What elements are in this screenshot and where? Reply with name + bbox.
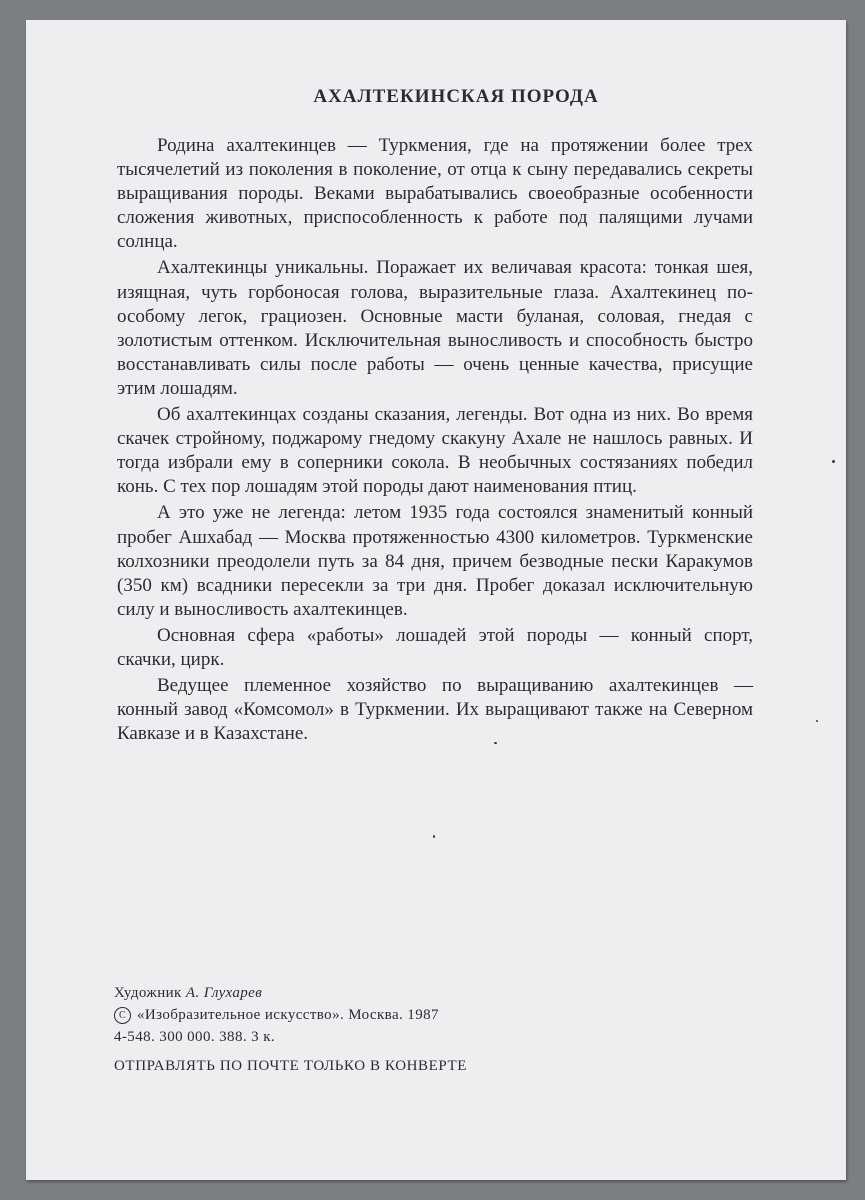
print-info: 4-548. 300 000. 388. 3 к. xyxy=(114,1029,276,1045)
artist-name: А. Глухарев xyxy=(185,985,263,1001)
dust-speck xyxy=(832,460,835,463)
mailing-notice: ОТПРАВЛЯТЬ ПО ПОЧТЕ ТОЛЬКО В КОНВЕРТЕ xyxy=(114,1058,468,1074)
paragraph-4: А это уже не легенда: летом 1935 года состоялся знаменитый конный пробег Ашхабад — Москва протяженностью 4300 километров. Туркменские колхозники преодолели путь за 84 дня, причем безводные пески Каракумов (350 км) всадники пересекли за три дня. Пробег доказал исключительную силу и выносливость ахалтекинцев. xyxy=(117,502,753,620)
page-title: АХАЛТЕКИНСКАЯ ПОРОДА xyxy=(313,86,599,107)
dust-speck xyxy=(816,720,818,722)
credits-block xyxy=(114,982,439,1048)
paragraph-3: Об ахалтекинцах созданы сказания, легенды. Вот одна из них. Во время скачек стройному, поджарому гнедому скакуну Ахале не нашлось равных. И тогда избрали ему в соперники сокола. В необычных состязаниях победил конь. С тех пор лошадям этой породы дают наименования птиц. xyxy=(117,404,753,498)
dust-speck xyxy=(494,742,497,744)
dust-speck xyxy=(433,835,435,838)
paragraph-5: Основная сфера «работы» лошадей этой породы — конный спорт, скачки, цирк. xyxy=(117,624,753,670)
publisher-line xyxy=(114,1004,439,1026)
paragraph-2: Ахалтекинцы уникальны. Поражает их величавая красота: тонкая шея, изящная, чуть горбоносая голова, выразительные глаза. Ахалтекинец по-особому легок, грациозен. Основные масти буланая, соловая, гнедая с золотистым оттенком. Исключительная выносливость и способность быстро восстанавливать силы после работы — очень ценные качества, присущие этим лошадям. xyxy=(117,257,753,399)
paragraph-1: Родина ахалтекинцев — Туркмения, где на протяжении более трех тысячелетий из поколения в поколение, от отца к сыну передавались секреты выращивания породы. Веками вырабатывались своеобразные особенности сложения животных, приспособленность к работе под палящими лучами солнца. xyxy=(117,135,753,253)
paragraph-6: Ведущее племенное хозяйство по выращиванию ахалтекинцев — конный завод «Комсомол» в Туркмении. Их выращивают также на Северном Кавказе и в Казахстане. xyxy=(117,675,753,745)
copyright-icon: C xyxy=(114,1007,131,1024)
artist-line xyxy=(114,982,439,1004)
publisher-text: «Изобразительное искусство». Москва. 1987 xyxy=(137,1007,439,1023)
article-body xyxy=(117,134,753,748)
artist-label: Художник xyxy=(114,985,182,1001)
postcard-back xyxy=(26,20,846,1180)
